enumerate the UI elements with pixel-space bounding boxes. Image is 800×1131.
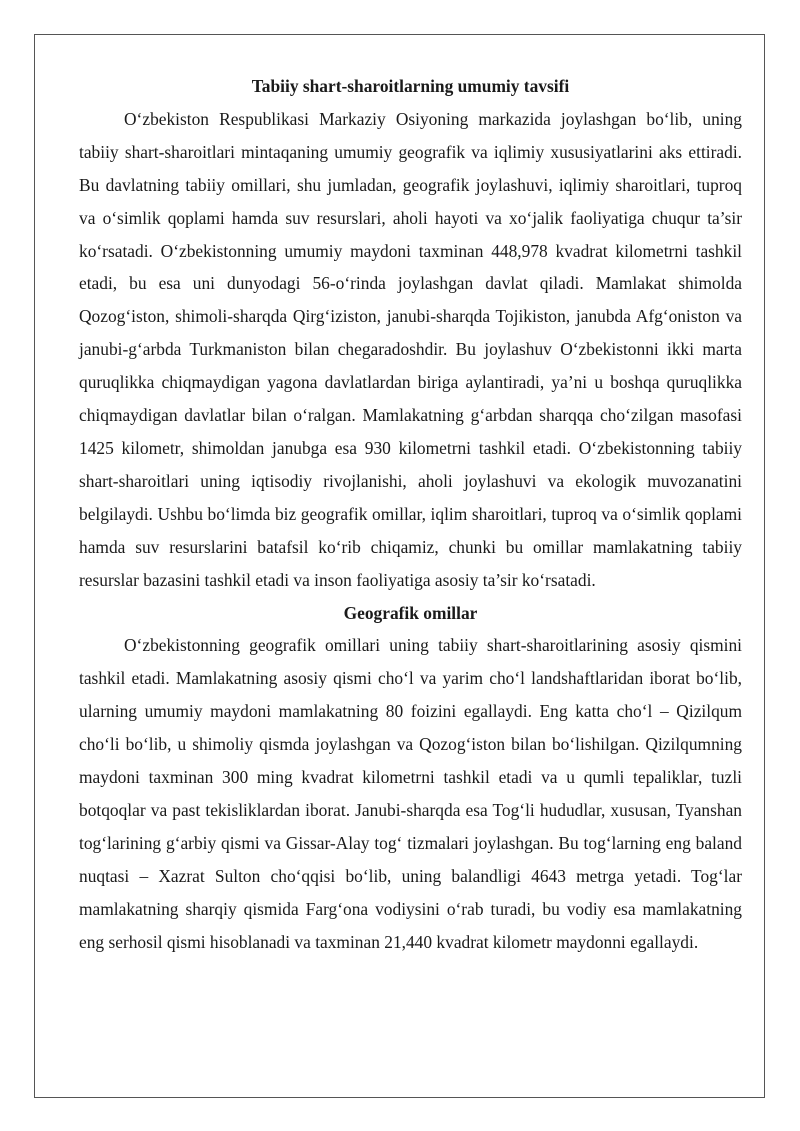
section-heading-geography: Geografik omillar	[343, 602, 478, 623]
document-body	[79, 70, 742, 958]
paragraph-geography: O‘zbekistonning geografik omillari uning tabiiy shart-sharoitlarining asosiy qismini tashkil etadi. Mamlakatning asosiy qismi cho‘l va yarim cho‘l landshaftlaridan iborat bo‘lib, ularning umumiy maydoni mamlakatning 80 foizini egallaydi. Eng katta cho‘l – Qizilqum cho‘li bo‘lib, u shimoliy qismda joylashgan va Qozog‘iston bilan bo‘lishilgan. Qizilqumning maydoni taxminan 300 ming kvadrat kilometrni tashkil etadi va u qumli tepaliklar, tuzli botqoqlar va past tekisliklardan iborat. Janubi-sharqda esa Tog‘li hududlar, xususan, Tyanshan tog‘larining g‘arbiy qismi va Gissar-Alay tog‘ tizmalari joylashgan. Bu tog‘larning eng baland nuqtasi – Xazrat Sulton cho‘qqisi bo‘lib, uning balandligi 4643 metrga yetadi. Tog‘lar mamlakatning sharqiy qismida Farg‘ona vodiysini o‘rab turadi, bu vodiy esa mamlakatning eng serhosil qismi hisoblanadi va taxminan 21,440 kvadrat kilometr maydonni egallaydi.	[79, 635, 742, 952]
section-heading-overview: Tabiiy shart-sharoitlarning umumiy tavsifi	[251, 76, 570, 96]
paragraph-overview: O‘zbekiston Respublikasi Markaziy Osiyoning markazida joylashgan bo‘lib, uning tabiiy shart-sharoitlari mintaqaning umumiy geografik va iqlimiy xususiyatlarini aks ettiradi. Bu davlatning tabiiy omillari, shu jumladan, geografik joylashuvi, iqlimiy sharoitlari, tuproq va o‘simlik qoplami hamda suv resurslari, aholi hayoti va xo‘jalik faoliyatiga chuqur ta’sir ko‘rsatadi. O‘zbekistonning umumiy maydoni taxminan 448,978 kvadrat kilometrni tashkil etadi, bu esa uni dunyodagi 56-o‘rinda joylashgan davlat qiladi. Mamlakat shimolda Qozog‘iston, shimoli-sharqda Qirg‘iziston, janubi-sharqda Tojikiston, janubda Afg‘oniston va janubi-g‘arbda Turkmaniston bilan chegaradoshdir. Bu joylashuv O‘zbekistonni ikki marta quruqlikka chiqmaydigan yagona davlatlardan biriga aylantiradi, ya’ni u boshqa quruqlikka chiqmaydigan davlatlar bilan o‘ralgan. Mamlakatning g‘arbdan sharqqa cho‘zilgan masofasi 1425 kilometr, shimoldan janubga esa 930 kilometrni tashkil etadi. O‘zbekistonning tabiiy shart-sharoitlari uning iqtisodiy rivojlanishi, aholi joylashuvi va ekologik muvozanatini belgilaydi. Ushbu bo‘limda biz geografik omillar, iqlim sharoitlari, tuproq va o‘simlik qoplami hamda suv resurslarini batafsil ko‘rib chiqamiz, chunki bu omillar mamlakatning tabiiy resurslar bazasini tashkil etadi va inson faoliyatiga asosiy ta’sir ko‘rsatadi.	[79, 108, 742, 590]
